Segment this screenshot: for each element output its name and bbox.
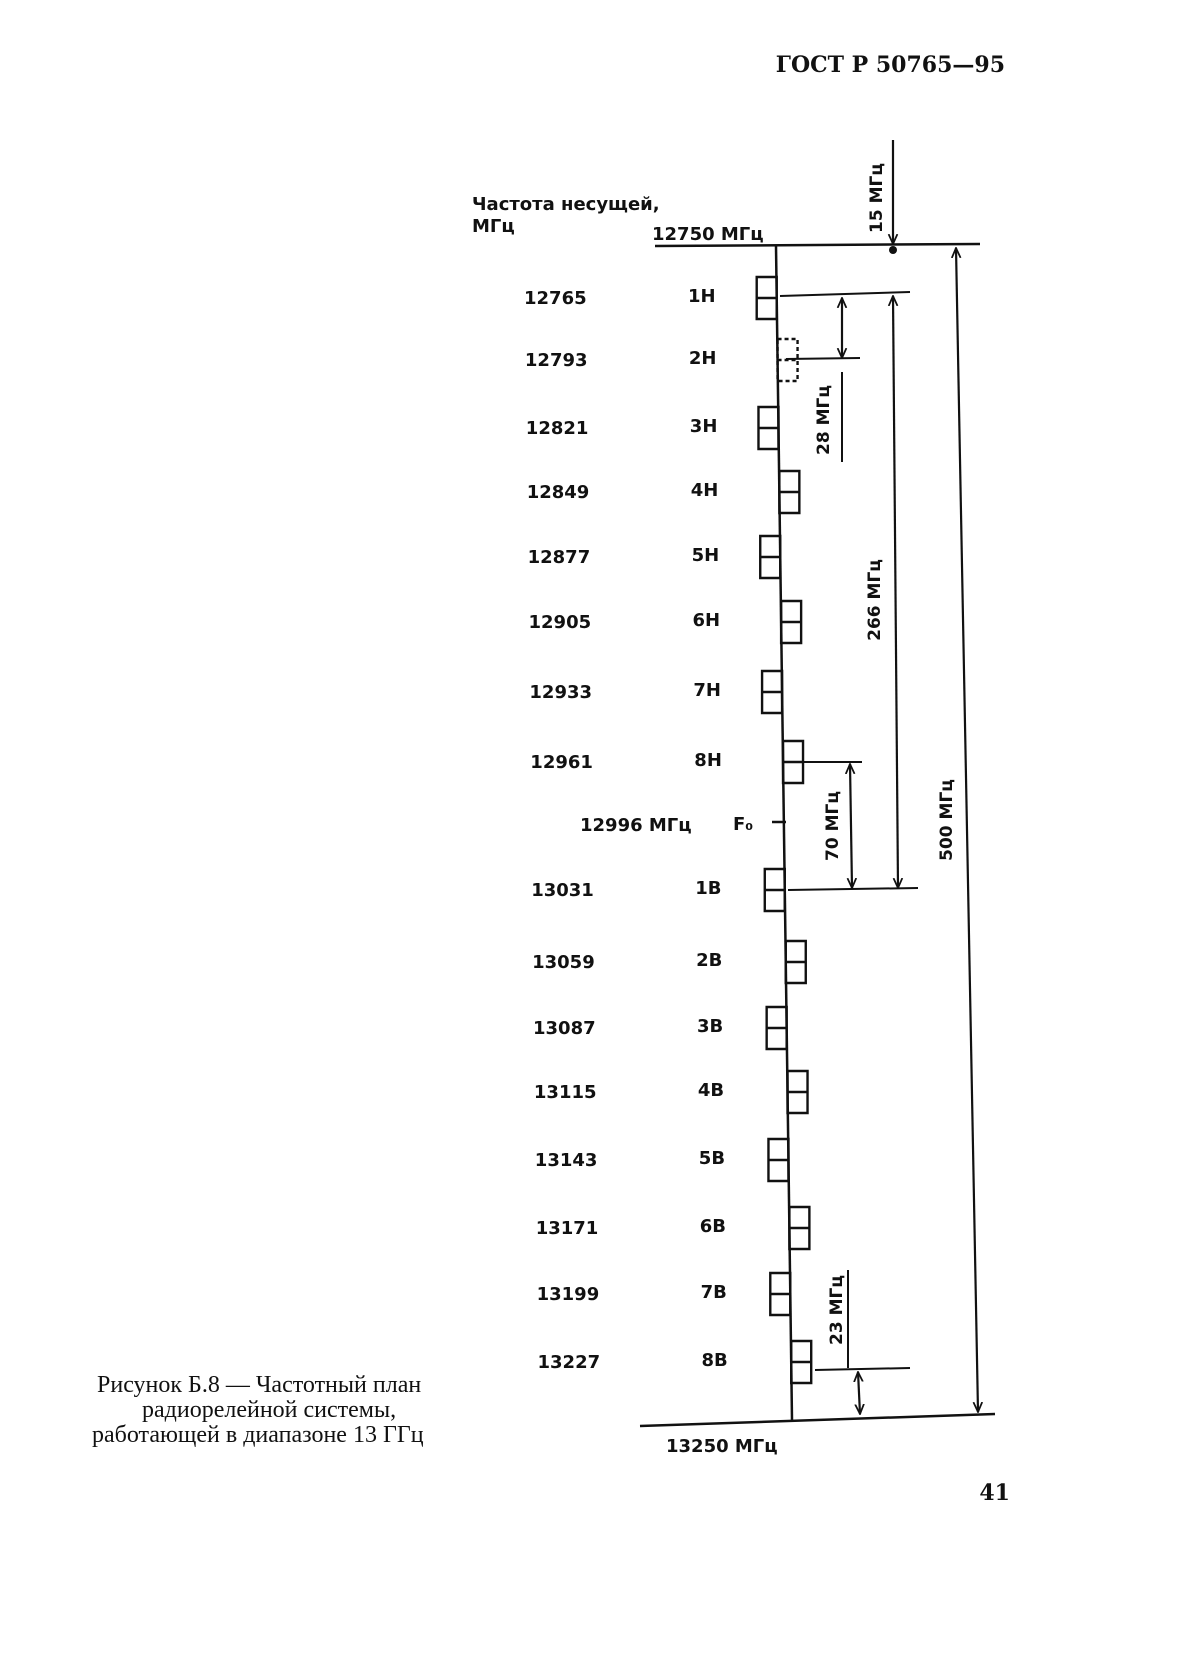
channel-row-2	[525, 339, 798, 381]
channel-symbol	[767, 1007, 787, 1049]
channel-symbol	[789, 1207, 809, 1249]
channel-name: 5Н	[691, 545, 720, 566]
channel-row-15	[537, 1273, 791, 1315]
figure-caption-line1: Рисунок Б.8 — Частотный план	[97, 1372, 422, 1398]
channel-symbol	[788, 1071, 808, 1113]
channel-frequency: 12905	[528, 612, 592, 633]
channel-symbol	[778, 339, 798, 381]
channel-row-16	[538, 1341, 812, 1383]
figure-caption-line2: радиорелейной системы,	[142, 1397, 397, 1423]
channel-frequency: 13087	[533, 1018, 596, 1039]
channel-symbol	[770, 1273, 790, 1315]
channel-symbol	[768, 1139, 788, 1181]
channel-name: 2В	[696, 950, 723, 971]
dim-500-arrow	[956, 248, 978, 1412]
channel-name: 8Н	[694, 750, 722, 771]
channel-row-14	[536, 1207, 810, 1249]
dim-266-arrow	[893, 296, 898, 888]
channel-name: 7Н	[693, 680, 721, 701]
channel-symbol	[791, 1341, 811, 1383]
channel-frequency: 13171	[535, 1218, 599, 1239]
dim-15-label: 15 МГц	[867, 163, 887, 233]
channel-symbol	[760, 536, 780, 578]
channel-frequency: 13227	[537, 1352, 601, 1373]
channel-frequency: 13115	[533, 1082, 597, 1103]
channel-name: 1В	[695, 878, 722, 899]
channel-row-4	[527, 471, 800, 513]
channel-frequency: 12765	[524, 288, 587, 309]
channel-frequency: 12877	[527, 547, 591, 568]
band-bottom-label: 13250 МГц	[666, 1436, 778, 1457]
band-top-label: 12750 МГц	[652, 224, 764, 245]
channel-name: 5В	[698, 1148, 726, 1169]
ref-line-2h	[786, 358, 860, 359]
channel-symbol	[758, 407, 778, 449]
band-bottom-line	[640, 1414, 995, 1426]
channel-row-5	[528, 536, 781, 578]
channel-name: 3Н	[689, 416, 718, 437]
channel-symbol	[786, 941, 806, 983]
channel-symbol	[757, 277, 777, 319]
channel-symbol	[781, 601, 801, 643]
channel-name: 7В	[700, 1282, 727, 1303]
channel-frequency: 12961	[530, 752, 593, 773]
dim-28-label: 28 МГц	[814, 385, 834, 455]
channel-frequency: 12933	[529, 682, 593, 703]
dim-70-arrow	[850, 764, 852, 888]
dim-23-label: 23 МГц	[827, 1275, 847, 1345]
channel-frequency: 12849	[526, 482, 590, 503]
dim-266-label: 266 МГц	[865, 559, 885, 641]
channel-frequency: 13031	[531, 880, 594, 901]
channel-name: 3В	[697, 1016, 724, 1037]
channel-row-11	[533, 1007, 787, 1049]
channel-row-9	[531, 869, 785, 911]
channel-name: 6Н	[692, 610, 721, 631]
channel-row-8	[530, 741, 803, 783]
channel-name: 6В	[699, 1216, 726, 1237]
channel-name: 2Н	[688, 348, 717, 369]
channel-row-1	[524, 277, 777, 319]
channel-row-6	[529, 601, 802, 643]
channel-name: 8В	[701, 1350, 728, 1371]
channel-frequency: 12793	[524, 350, 588, 371]
ref-line-1h	[780, 292, 910, 296]
channel-frequency: 13143	[534, 1150, 598, 1171]
channel-frequency: 12821	[525, 418, 589, 439]
center-frequency-name: F₀	[733, 814, 754, 835]
document-code: ГОСТ Р 50765—95	[775, 52, 1005, 78]
channel-symbol	[765, 869, 785, 911]
channel-symbol	[779, 471, 799, 513]
channel-frequency: 13059	[532, 952, 595, 973]
channel-row-7	[529, 671, 782, 713]
dim-500-label: 500 МГц	[937, 779, 957, 861]
dim-70-label: 70 МГц	[823, 791, 843, 861]
dim-23-arrow	[858, 1372, 860, 1414]
channel-name: 4Н	[690, 480, 719, 501]
figure-caption-line3: работающей в диапазоне 13 ГГц	[92, 1422, 424, 1448]
axis-title-line2: МГц	[472, 216, 515, 237]
channel-row-3	[526, 407, 779, 449]
channel-row-12	[534, 1071, 808, 1113]
channel-symbol	[762, 671, 782, 713]
axis-title-line1: Частота несущей,	[472, 194, 660, 215]
channel-frequency: 13199	[536, 1284, 600, 1305]
channel-row-13	[535, 1139, 789, 1181]
ref-line-8b	[815, 1368, 910, 1370]
center-frequency-label: 12996 МГц	[580, 815, 692, 836]
channel-name: 4В	[697, 1080, 725, 1101]
channel-row-10	[532, 941, 806, 983]
page-number: 41	[979, 1480, 1010, 1506]
channel-name: 1Н	[688, 286, 716, 307]
ref-line-1b	[788, 888, 918, 890]
